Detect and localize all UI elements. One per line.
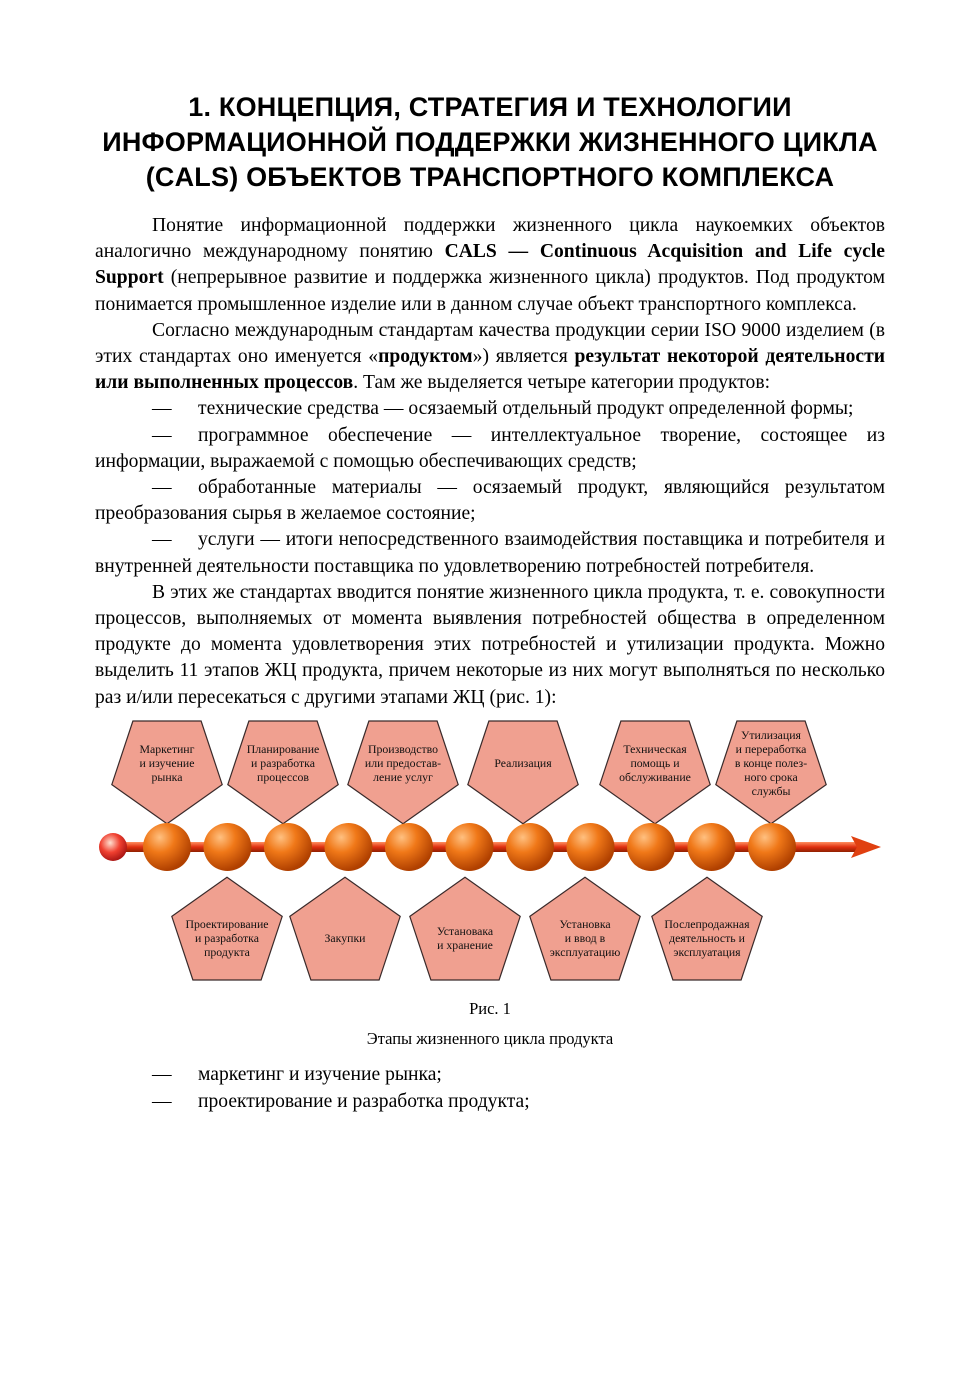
paragraph-lifecycle: В этих же стандартах вводится понятие жизненного цикла продукта, т. е. совокупности процессов, выполняемых от момента выявления потребностей общества в определенном продукте до момента удовлетворения этих потребностей и утилизации продукта. Можно выделить 11 этапов ЖЦ продукта, причем некоторые из них могут выполняться по несколько раз и/или пересекаться с другими этапами ЖЦ (рис. 1):: [95, 581, 885, 708]
stage-label: обслуживание: [619, 769, 691, 784]
stage-label: Утилизация: [741, 727, 801, 742]
stage-label: службы: [751, 783, 791, 798]
stage-label: или предостав-: [364, 755, 442, 770]
lifecycle-diagram: [95, 719, 885, 989]
stage-label: помощь и: [630, 755, 680, 770]
stage-label: Проектирование: [185, 916, 269, 931]
timeline-ball: [143, 823, 191, 871]
stage-label: и ввод в: [564, 930, 606, 945]
top-stages: [112, 721, 826, 824]
bottom-stage: [530, 877, 640, 980]
stage-label: Техническая: [623, 741, 687, 756]
top-stage: [112, 721, 222, 824]
bottom-stage: [290, 877, 400, 980]
category-text: обработанные материалы — осязаемый продукт, являющийся результатом преобразования сырья в желаемое состояние;: [95, 477, 885, 525]
timeline-ball: [264, 823, 312, 871]
top-stage: [468, 721, 578, 824]
top-stage: [348, 721, 458, 824]
dash: —: [152, 529, 172, 551]
stage-label: и хранение: [437, 937, 493, 952]
bottom-stage: [172, 877, 282, 980]
stage-label: и изучение: [139, 755, 195, 770]
category-text: технические средства — осязаемый отдельный продукт определенной формы;: [198, 398, 854, 420]
dash: —: [152, 477, 172, 499]
timeline-ball: [325, 823, 373, 871]
pentagon-shape: [468, 721, 578, 824]
stage-label: Послепродажная: [664, 916, 750, 931]
text: (непрерывное развитие и поддержка жизненного цикла) продуктов. Под продуктом понимается промышленное изделие или в данном случае объект транспортного комплекса.: [95, 267, 885, 315]
stage-label: ного срока: [744, 769, 798, 784]
bottom-stage: [410, 877, 520, 980]
stage-label: процессов: [257, 769, 309, 784]
start-ball: [99, 833, 127, 861]
product-term: продуктом: [378, 346, 473, 368]
figure-label: Рис. 1: [469, 998, 511, 1018]
timeline-ball: [688, 823, 736, 871]
timeline-ball: [446, 823, 494, 871]
timeline-ball: [204, 823, 252, 871]
stage-label: и переработка: [735, 741, 807, 756]
bottom-stages: [172, 877, 762, 980]
dash: —: [152, 398, 172, 420]
list-item: [95, 1088, 885, 1115]
dash: —: [152, 1063, 172, 1085]
stage-label: Установка: [559, 916, 611, 931]
stage-label: Установака: [436, 923, 494, 938]
stage-label: Реализация: [494, 755, 552, 770]
stage-label: и разработка: [195, 930, 259, 945]
product-definition: результат некоторой деятельности или выполненных процессов: [95, 346, 885, 394]
stage-label: продукта: [204, 944, 250, 959]
category-text: программное обеспечение — интеллектуальное творение, состоящее из информации, выражаемой с помощью обеспечивающих средств;: [95, 424, 885, 472]
text: Понятие информационной поддержки жизненного цикла наукоемких объектов аналогично международному понятию: [95, 215, 885, 263]
stage-label: эксплуатация: [673, 944, 741, 959]
timeline-ball: [567, 823, 615, 871]
timeline-balls: [143, 823, 796, 871]
top-stage: [600, 721, 710, 824]
text: Согласно международным стандартам качества продукции серии ISO 9000 изделием (в этих стандартах оно именуется «: [95, 319, 885, 368]
dash: —: [152, 1090, 172, 1112]
paragraph-cals: [95, 213, 885, 318]
stage-label: рынка: [151, 769, 183, 784]
paragraph-iso: [95, 318, 885, 397]
pentagon-shape: [290, 877, 400, 980]
text: ») является: [472, 346, 575, 368]
stage-label: Закупки: [324, 930, 366, 945]
list-item-text: маркетинг и изучение рынка;: [198, 1063, 442, 1085]
lifecycle-figure: [95, 719, 885, 989]
text: . Там же выделяется четыре категории продуктов:: [353, 372, 771, 394]
timeline-ball: [385, 823, 433, 871]
bottom-stage: [652, 877, 762, 980]
top-stage: [716, 721, 826, 824]
timeline-ball: [506, 823, 554, 871]
category-item: [95, 423, 885, 475]
top-stage: [228, 721, 338, 824]
cals-term: CALS — Continuous Acquisition and Life cycle Support: [95, 241, 885, 289]
stage-label: в конце полез-: [734, 755, 808, 770]
category-item: [95, 527, 885, 579]
list-item: [95, 1061, 885, 1088]
stage-label: и разработка: [251, 755, 315, 770]
category-item: [95, 396, 885, 422]
stage-label: деятельность и: [669, 930, 745, 945]
figure-caption: Этапы жизненного цикла продукта: [366, 1028, 614, 1048]
chapter-heading: 1. КОНЦЕПЦИЯ, СТРАТЕГИЯ И ТЕХНОЛОГИИ ИНФОРМАЦИОННОЙ ПОДДЕРЖКИ ЖИЗНЕННОГО ЦИКЛА (CALS) ОБЪЕКТОВ ТРАНСПОРТНОГО КОМПЛЕКСА: [102, 92, 878, 192]
category-item: [95, 475, 885, 527]
timeline-ball: [627, 823, 675, 871]
timeline-ball: [748, 823, 796, 871]
page: [95, 90, 885, 1115]
stage-label: ление услуг: [373, 769, 433, 784]
category-text: услуги — итоги непосредственного взаимодействия поставщика и потребителя и внутренней деятельности поставщика по удовлетворению потребностей потребителя.: [95, 529, 885, 577]
list-item-text: проектирование и разработка продукта;: [198, 1090, 530, 1112]
dash: —: [152, 424, 172, 446]
stage-label: Производство: [367, 741, 439, 756]
stage-label: Маркетинг: [139, 741, 195, 756]
stage-label: Планирование: [246, 741, 320, 756]
stage-label: эксплуатацию: [549, 944, 621, 959]
